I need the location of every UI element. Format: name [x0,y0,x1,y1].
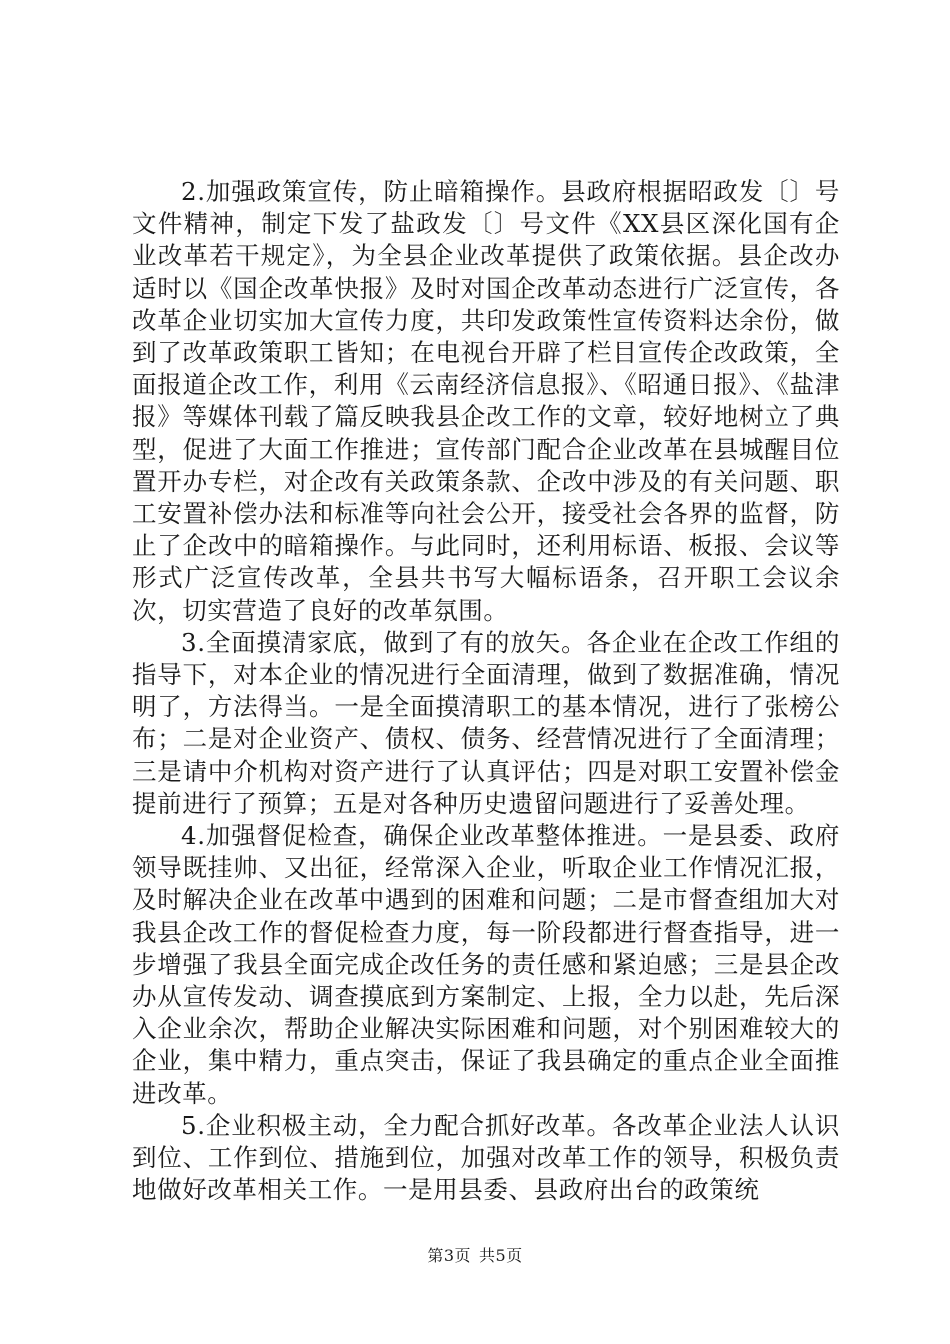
page-total: 共5页 [479,1246,523,1265]
paragraph-supervision: 4.加强督促检查，确保企业改革整体推进。一是县委、政府领导既挂帅、又出征，经常深入企业，听取企业工作情况汇报，及时解决企业在改革中遇到的困难和问题；二是市督查组加大对我县企改工作的督促检查力度，每一阶段都进行督查指导，进一步增强了我县全面完成企改任务的责任感和紧迫感；三是县企改办从宣传发动、调查摸底到方案制定、上报，全力以赴，先后深入企业余次，帮助企业解决实际困难和问题，对个别困难较大的企业，集中精力，重点突击，保证了我县确定的重点企业全面推进改革。 [132,821,840,1108]
paragraph-asset-inventory: 3.全面摸清家底，做到了有的放矢。各企业在企改工作组的指导下，对本企业的情况进行全面清理，做到了数据准确，情况明了，方法得当。一是全面摸清职工的基本情况，进行了张榜公布；二是对企业资产、债权、债务、经营情况进行了全面清理；三是请中介机构对资产进行了认真评估；四是对职工安置补偿金提前进行了预算；五是对各种历史遗留问题进行了妥善处理。 [132,627,840,818]
paragraph-policy-publicity: 2.加强政策宣传，防止暗箱操作。县政府根据昭政发〔〕号文件精神，制定下发了盐政发〔〕号文件《XX县区深化国有企业改革若干规定》，为全县企业改革提供了政策依据。县企改办适时以《国企改革快报》及时对国企改革动态进行广泛宣传，各改革企业切实加大宣传力度，共印发政策性宣传资料达余份，做到了改革政策职工皆知；在电视台开辟了栏目宣传企改政策，全面报道企改工作，利用《云南经济信息报》、《昭通日报》、《盐津报》等媒体刊载了篇反映我县企改工作的文章，较好地树立了典型，促进了大面工作推进；宣传部门配合企业改革在县城醒目位置开办专栏，对企改有关政策条款、企改中涉及的有关问题、职工安置补偿办法和标准等向社会公开，接受社会各界的监督，防止了企改中的暗箱操作。与此同时，还利用标语、板报、会议等形式广泛宣传改革，全县共书写大幅标语条，召开职工会议余次，切实营造了良好的改革氛围。 [132,177,840,625]
document-body [132,176,840,1207]
page-number: 第3页 [427,1246,471,1265]
paragraph-enterprise-cooperation: 5.企业积极主动，全力配合抓好改革。各改革企业法人认识到位、工作到位、措施到位，加强对改革工作的领导，积极负责地做好改革相关工作。一是用县委、县政府出台的政策统 [132,1110,840,1205]
page-footer [0,1246,950,1266]
